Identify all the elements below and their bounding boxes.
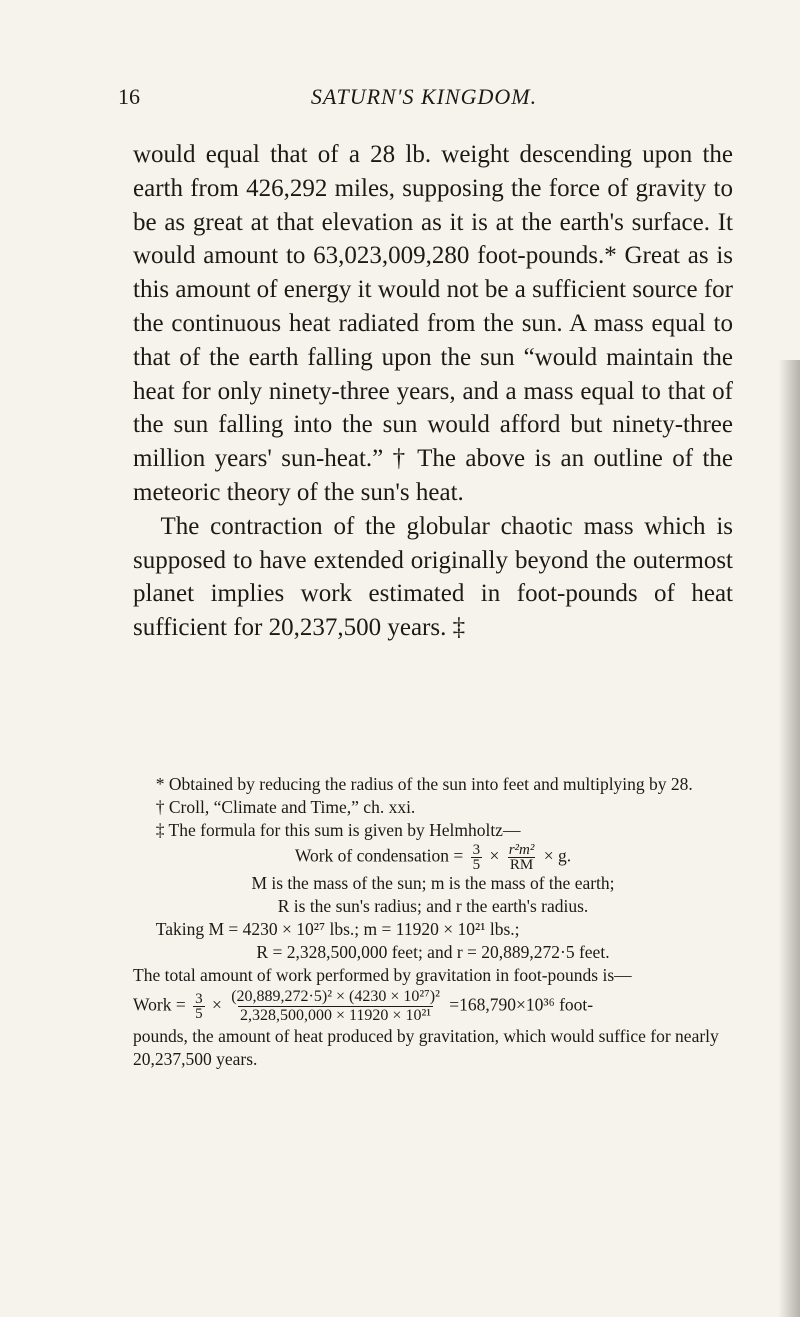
footnote: ‡ The formula for this sum is given by Helmholtz—: [155, 820, 521, 841]
fraction-work: [229, 988, 442, 1025]
total-intro: The total amount of work performed by gravitation in foot-pounds is—: [133, 965, 632, 986]
fraction-denominator: 2,328,500,000 × 11920 × 10²¹: [240, 1006, 432, 1024]
paragraph: The contraction of the globular chaotic mass which is supposed to have extended originally beyond the outermost planet implies work estimated in foot-pounds of heat sufficient for 20,237,500 years. ‡: [133, 512, 733, 642]
formula-lhs: Work =: [133, 994, 186, 1015]
fraction-denominator: RM: [509, 856, 534, 873]
formula-result: =168,790×10³⁶ foot-: [449, 994, 594, 1015]
formula-tail: × g.: [543, 845, 572, 866]
work-formula: [133, 988, 733, 1025]
fraction-denominator: 5: [195, 1005, 203, 1022]
fraction-numerator: r²m²: [508, 841, 535, 858]
times-sign: ×: [211, 994, 222, 1015]
main-text: [133, 138, 733, 645]
page-number: 16: [118, 84, 140, 109]
formula-lhs: Work of condensation =: [294, 845, 464, 866]
footnote: † Croll, “Climate and Time,” ch. xxi.: [155, 797, 416, 818]
fraction-numerator: (20,889,272·5)² × (4230 × 10²⁷)²: [231, 987, 440, 1005]
definition-line: M is the mass of the sun; m is the mass of the earth;: [251, 872, 615, 893]
condensation-formula: [133, 843, 733, 872]
fraction-numerator: 3: [195, 990, 203, 1007]
times-sign: ×: [489, 845, 500, 866]
paragraph: would equal that of a 28 lb. weight descending upon the earth from 426,292 miles, supposing the force of gravity to be as great at that elevation as it is at the earth's surface. It would amount to 63,023,009,280 foot-pounds.* Great as is this amount of energy it would not be a sufficient source for the continuous heat radiated from the sun. A mass equal to that of the earth falling upon the sun “would maintain the heat for only ninety-three years, and a mass equal to that of the sun falling into the sun would afford but ninety-three million years' sun-heat.” † The above is an outline of the meteoric theory of the sun's heat.: [133, 141, 733, 506]
fraction-three-fifths: [193, 992, 205, 1021]
fraction-r2m2-over-RM: [507, 843, 537, 872]
conclusion: pounds, the amount of heat produced by gravitation, which would suffice for nearly 20,237,500 years.: [133, 1025, 719, 1069]
footnotes: [133, 773, 733, 1071]
values-line: R = 2,328,500,000 feet; and r = 20,889,272·5 feet.: [256, 942, 610, 963]
values-line: Taking M = 4230 × 10²⁷ lbs.; m = 11920 × 10²¹ lbs.;: [155, 919, 520, 940]
fraction-denominator: 5: [472, 856, 481, 873]
fraction-three-fifths: [471, 843, 483, 872]
definition-line: R is the sun's radius; and r the earth's radius.: [277, 895, 589, 916]
footnote: * Obtained by reducing the radius of the sun into feet and multiplying by 28.: [155, 774, 693, 794]
page-edge-shadow: [778, 360, 800, 1317]
running-title: SATURN'S KINGDOM.: [310, 84, 538, 109]
fraction-numerator: 3: [472, 841, 481, 858]
page-header: [118, 84, 730, 114]
